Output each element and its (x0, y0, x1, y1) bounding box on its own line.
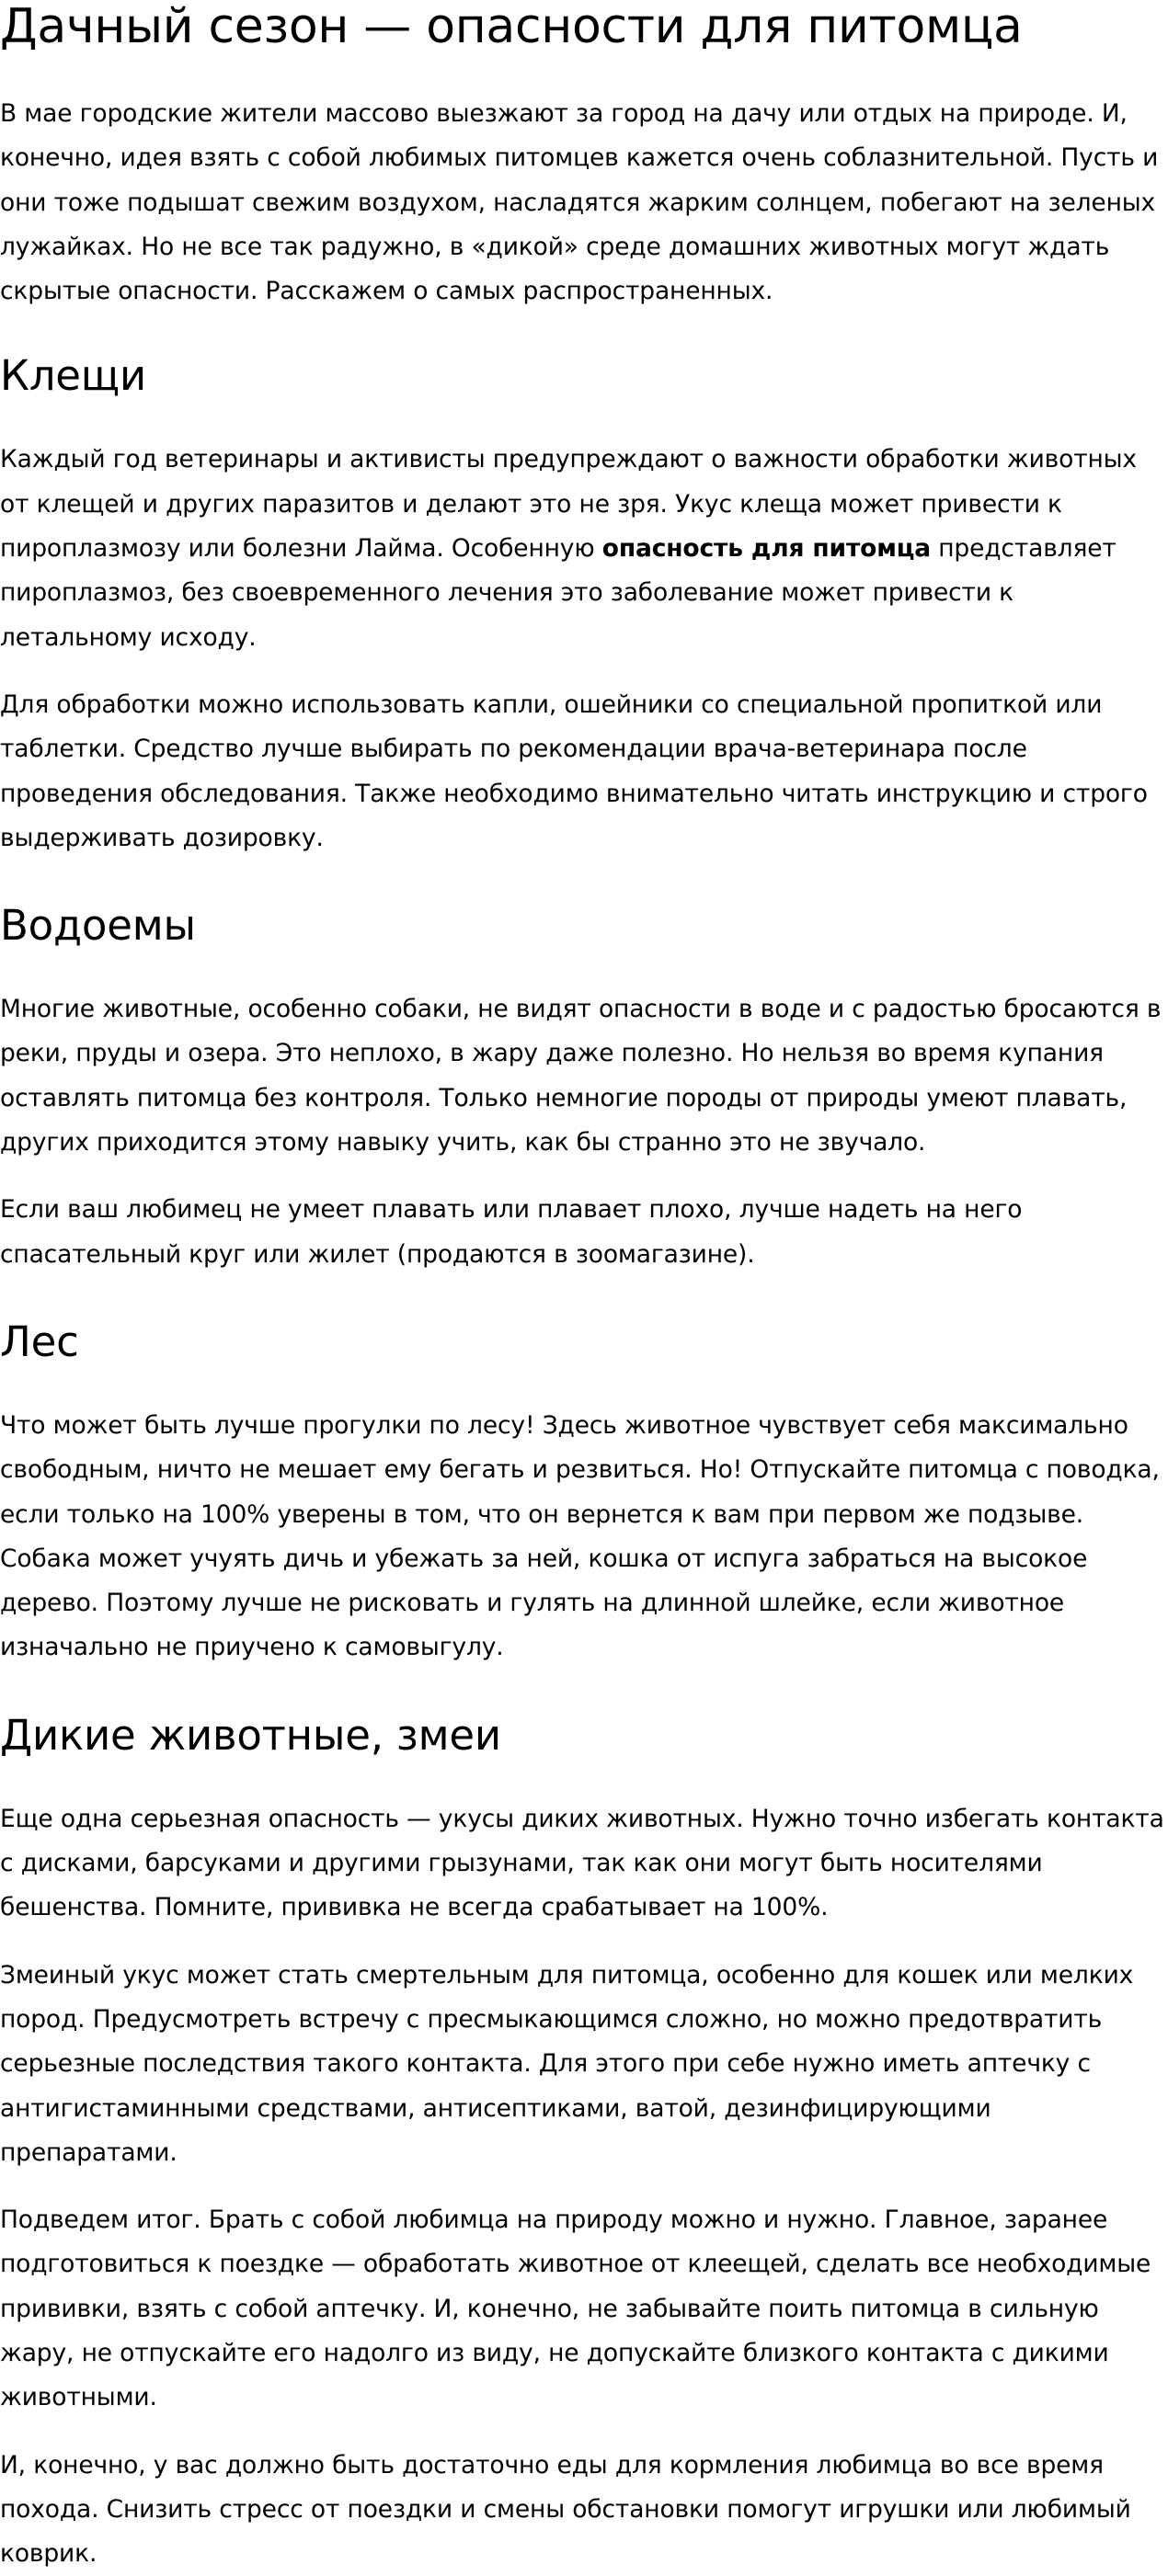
ticks-paragraph-1-bold: опасность для питомца (601, 534, 931, 564)
ticks-paragraph-1-start: Каждый год ветеринары и активисты предупреждают о важности обработки животных от клещей и других паразитов и делают это не зря. Укус клеща может привести к пироплазмозу или болезни Лайма. Особенную (0, 445, 1137, 564)
section-heading-wild-animals: Дикие животные, змеи (0, 1710, 501, 1760)
ticks-paragraph-1-end: представляет пироплазмоз, без своевременного лечения это заболевание может привести к летальному исходу. (0, 534, 1116, 652)
section-heading-ticks: Клещи (0, 351, 147, 401)
closing-paragraph: И, конечно, у вас должно быть достаточно еды для кормления любимца во все время похода. Снизить стресс от поездки и смены обстановки помогут игрушки или любимый коврик. (0, 2450, 1131, 2569)
page-title: Дачный сезон — опасности для питомца (0, 0, 1023, 54)
ticks-paragraph-1 (0, 438, 1168, 659)
wild-paragraph-1: Еще одна серьезная опасность — укусы диких животных. Нужно точно избегать контакта с дисками, барсуками и другими грызунами, так как они могут быть носителями бешенства. Помните, прививка не всегда срабатывает на 100%. (0, 1804, 1164, 1922)
section-heading-forest: Лес (0, 1316, 79, 1366)
forest-paragraph-1: Что может быть лучше прогулки по лесу! Здесь животное чувствует себя максимально свободным, ничто не мешает ему бегать и резвиться. Но! Отпускайте питомца с поводка, если только на 100% уверены в том, что он вернется к вам при первом же подзыве. Собака может учуять дичь и убежать за ней, кошка от испуга забраться на высокое дерево. Поэтому лучше не рисковать и гулять на длинной шлейке, если животное изначально не приучено к самовыгулу. (0, 1410, 1160, 1662)
ticks-paragraph-2: Для обработки можно использовать капли, ошейники со специальной пропиткой или таблетки. Средство лучше выбирать по рекомендации врача-ветеринара после проведения обследования. Также необходимо внимательно читать инструкцию и строго выдерживать дозировку. (0, 690, 1148, 852)
summary-paragraph: Подведем итог. Брать с собой любимца на природу можно и нужно. Главное, заранее подготовиться к поездке — обработать животное от клеещей, сделать все необходимые прививки, взять с собой аптечку. И, конечно, не забывайте поить питомца в сильную жару, не отпускайте его надолго из виду, не допускайте близкого контакта с дикими животными. (0, 2206, 1151, 2412)
intro-paragraph: В мае городские жители массово выезжают за город на дачу или отдых на природе. И, конечно, идея взять с собой любимых питомцев кажется очень соблазнительной. Пусть и они тоже подышат свежим воздухом, насладятся жарким солнцем, побегают на зеленых лужайках. Но не все так радужно, в «дикой» среде домашних животных могут ждать скрытые опасности. Расскажем о самых распространенных. (0, 99, 1159, 306)
section-heading-water: Водоемы (0, 901, 196, 951)
water-paragraph-1: Многие животные, особенно собаки, не видят опасности в воде и с радостью бросаются в реки, пруды и озера. Это неплохо, в жару даже полезно. Но нельзя во время купания оставлять питомца без контроля. Только немногие породы от природы умеют плавать, других приходится этому навыку учить, как бы странно это не звучало. (0, 995, 1162, 1157)
water-paragraph-2: Если ваш любимец не умеет плавать или плавает плохо, лучше надеть на него спасательный круг или жилет (продаются в зоомагазине). (0, 1195, 1023, 1269)
wild-paragraph-2: Змеиный укус может стать смертельным для питомца, особенно для кошек или мелких пород. Предусмотреть встречу с пресмыкающимся сложно, но можно предотвратить серьезные последствия такого контакта. Для этого при себе нужно иметь аптечку с антигистаминными средствами, антисептиками, ватой, дезинфицирующими препаратами. (0, 1960, 1134, 2167)
